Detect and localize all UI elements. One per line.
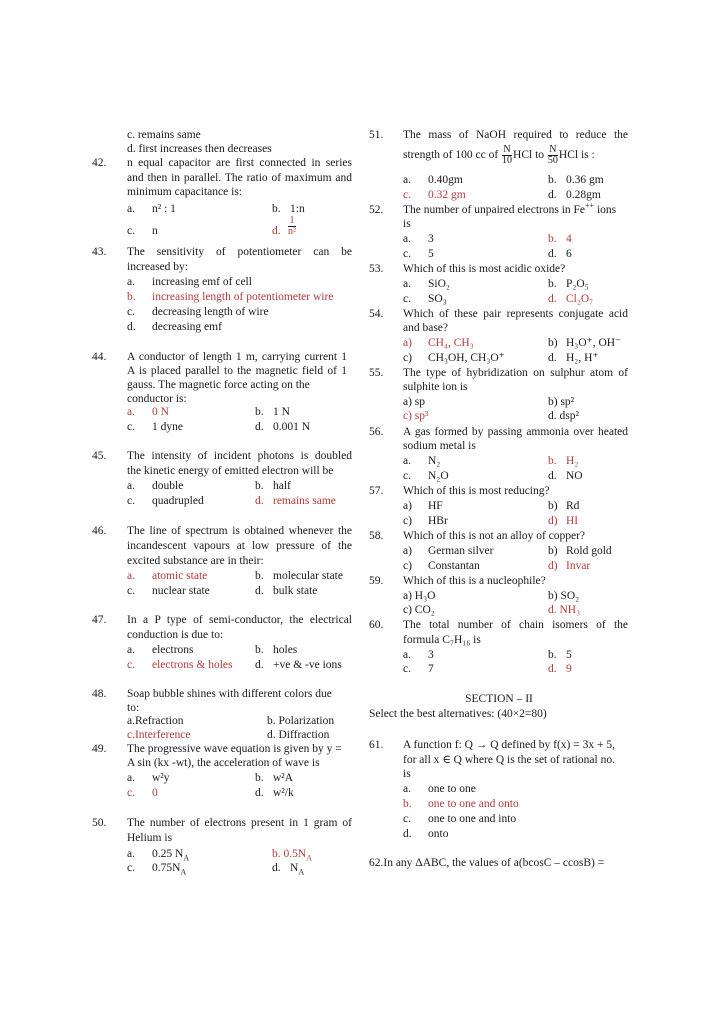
q60-text-line2: formula C₇H₁₆ is <box>403 634 481 646</box>
q52-option-a: 3 <box>428 233 434 245</box>
q53-b-label: b. <box>548 278 557 290</box>
q51-a-label: a. <box>403 174 411 186</box>
q57-b-label: b) <box>548 500 558 512</box>
q46-option-d: bulk state <box>273 585 318 597</box>
q45-option-b: half <box>273 480 291 492</box>
q56-number: 56. <box>369 426 384 438</box>
q43-option-a: increasing emf of cell <box>152 276 252 288</box>
q57-d-label: d) <box>548 515 558 527</box>
q56-d-label: d. <box>548 470 557 482</box>
q60-option-b: 5 <box>566 649 572 661</box>
section-title: SECTION – II <box>465 693 533 705</box>
section-instruction: Select the best alternatives: (40×2=80) <box>369 708 547 720</box>
q46-b-label: b. <box>255 570 264 582</box>
q46-a-label: a. <box>127 570 135 582</box>
q46-option-b: molecular state <box>273 570 343 582</box>
q50-d-label: d. <box>272 862 281 874</box>
q50-text-line2: Helium is <box>127 832 173 844</box>
q53-text-line1: Which of this is most acidic oxide? <box>403 263 566 275</box>
q59-option-d: d. NH₃ <box>548 604 581 616</box>
q45-b-label: b. <box>255 480 264 492</box>
q55-number: 55. <box>369 367 384 379</box>
q58-text-line1: Which of this is not an alloy of copper? <box>403 530 586 542</box>
q48-option-c: c.Interference <box>127 729 191 741</box>
q51-option-b: 0.36 gm <box>566 174 604 186</box>
q53-a-label: a. <box>403 278 411 290</box>
q43-c-label: c. <box>127 306 135 318</box>
q49-c-label: c. <box>127 787 135 799</box>
q58-option-a: German silver <box>428 545 494 557</box>
q50-a-label: a. <box>127 848 135 860</box>
q47-option-c: electrons & holes <box>152 659 233 671</box>
q50-text-line1: The number of electrons present in 1 gram of <box>127 817 352 829</box>
q54-text-line2: and base? <box>403 322 449 334</box>
q43-b-label: b. <box>127 291 136 303</box>
q49-text-line2: A sin (kx -wt), the acceleration of wave is <box>127 757 320 769</box>
q56-option-d: NO <box>566 470 583 482</box>
q42-option-c: n <box>152 225 158 237</box>
q58-number: 58. <box>369 530 384 542</box>
q42-text-line1: n equal capacitor are first connected in series <box>127 157 352 169</box>
q52-option-b: 4 <box>566 233 572 245</box>
q58-b-label: b) <box>548 545 558 557</box>
q52-c-label: c. <box>403 248 411 260</box>
q42-text-line3: minimum capacitance is: <box>127 186 242 198</box>
q53-option-b: P₂O₅ <box>566 278 589 290</box>
q45-option-a: double <box>152 480 184 492</box>
q61-text-line2: for all x ∈ Q where Q is the set of rational no. <box>403 754 615 766</box>
q60-number: 60. <box>369 619 384 631</box>
q50-option-a: 0.25 $N_A$ <box>152 848 190 863</box>
q42-option-b: 1:n <box>290 203 305 215</box>
q49-text-line1: The progressive wave equation is given by y = <box>127 743 342 755</box>
q54-a-label: a) <box>403 337 412 349</box>
q49-option-b: w²A <box>273 772 294 784</box>
q44-a-label: a. <box>127 406 135 418</box>
q45-d-label: d. <box>255 495 264 507</box>
q61-b-label: b. <box>403 798 412 810</box>
q49-option-c: 0 <box>152 787 158 799</box>
q51-d-label: d. <box>548 189 557 201</box>
q52-text-line1: The number of unpaired electrons in Fe++ ions <box>403 201 617 216</box>
q54-number: 54. <box>369 308 384 320</box>
q51-number: 51. <box>369 129 384 141</box>
q56-b-label: b. <box>548 455 557 467</box>
q47-d-label: d. <box>255 659 264 671</box>
q48-text-line2: to: <box>127 702 140 714</box>
q58-option-d: Invar <box>566 560 591 572</box>
q59-option-b: b) SO₂ <box>548 590 580 602</box>
q42-text-line2: and then in parallel. The ratio of maximum and <box>127 172 352 184</box>
q43-option-d: decreasing emf <box>152 321 222 333</box>
q58-c-label: c) <box>403 560 412 572</box>
q44-text-line3: gauss. The magnetic force acting on the <box>127 379 310 391</box>
q53-c-label: c. <box>403 293 411 305</box>
q49-b-label: b. <box>255 772 264 784</box>
q44-option-c: 1 dyne <box>152 421 183 433</box>
q49-option-d: w²/k <box>273 787 294 799</box>
q56-text-line2: sodium metal is <box>403 440 476 452</box>
q60-d-label: d. <box>548 663 557 675</box>
q57-a-label: a) <box>403 500 412 512</box>
q48-option-b: b. Polarization <box>267 715 335 727</box>
q54-d-label: d. <box>548 352 557 364</box>
q47-c-label: c. <box>127 659 135 671</box>
q45-number: 45. <box>92 450 107 462</box>
q47-text-line1: In a P type of semi-conductor, the electrical <box>127 614 352 626</box>
q49-option-a: w²y <box>152 772 170 784</box>
q46-text-line1: The line of spectrum is obtained whenever the <box>127 525 352 537</box>
q51-option-d: 0.28gm <box>566 189 601 201</box>
q54-option-b: H₃O⁺, OH⁻ <box>566 337 622 349</box>
q61-option-d: onto <box>428 828 449 840</box>
q43-text-line1: The sensitivity of potentiometer can be <box>127 246 352 258</box>
q61-c-label: c. <box>403 813 411 825</box>
q46-option-a: atomic state <box>152 570 208 582</box>
q47-a-label: a. <box>127 644 135 656</box>
q47-number: 47. <box>92 614 107 626</box>
q58-option-b: Rold gold <box>566 545 612 557</box>
q54-option-a: CH₄, CH₃ <box>428 337 474 349</box>
fraction-n-10: $\frac{N}{10}$ <box>502 143 513 166</box>
q49-a-label: a. <box>127 772 135 784</box>
q42-number: 42. <box>92 157 107 169</box>
q45-text-line2: the kinetic energy of emitted electron will be <box>127 465 334 477</box>
q44-b-label: b. <box>255 406 264 418</box>
q54-option-c: CH₃OH, CH₃O⁺ <box>428 352 505 364</box>
q43-text-line2: increased by: <box>127 261 188 273</box>
q60-b-label: b. <box>548 649 557 661</box>
q53-number: 53. <box>369 263 384 275</box>
q55-text-line2: sulphite ion is <box>403 381 468 393</box>
q61-a-label: a. <box>403 783 411 795</box>
q46-text-line3: excited substance are in their: <box>127 555 264 567</box>
q44-c-label: c. <box>127 421 135 433</box>
q57-option-d: HI <box>566 515 579 527</box>
q42-b-label: b. <box>272 203 281 215</box>
q59-number: 59. <box>369 575 384 587</box>
q44-option-b: 1 N <box>273 406 290 418</box>
q52-option-d: 6 <box>566 248 572 260</box>
q42-d-label: d. <box>272 225 281 237</box>
q61-text-line3: is <box>403 768 411 780</box>
q54-text-line1: Which of these pair represents conjugate acid <box>403 308 628 320</box>
q45-c-label: c. <box>127 495 135 507</box>
q61-text-line1: A function f: Q → Q defined by f(x) = 3x + 5, <box>403 739 615 751</box>
q60-option-a: 3 <box>428 649 434 661</box>
q55-option-c: c) sp³ <box>403 410 429 422</box>
q59-option-a: a) H₃O <box>403 590 436 602</box>
q44-option-d: 0.001 N <box>273 421 311 433</box>
q55-text-line1: The type of hybridization on sulphur atom of <box>403 367 628 379</box>
q57-option-a: HF <box>428 500 443 512</box>
q48-number: 48. <box>92 688 107 700</box>
q61-option-c: one to one and into <box>428 813 517 825</box>
q48-option-a: a.Refraction <box>127 715 184 727</box>
q44-option-a: 0 N <box>152 406 169 418</box>
q60-a-label: a. <box>403 649 411 661</box>
q58-option-c: Constantan <box>428 560 480 572</box>
q43-option-b: increasing length of potentiometer wire <box>152 291 334 303</box>
q55-option-a: a) sp <box>403 396 426 408</box>
q52-a-label: a. <box>403 233 411 245</box>
q60-text-line1: The total number of chain isomers of the <box>403 619 628 631</box>
q57-c-label: c) <box>403 515 412 527</box>
q44-d-label: d. <box>255 421 264 433</box>
q62-text: 62.In any ΔABC, the values of a(bcosC – ccosB) = <box>369 857 605 869</box>
q58-d-label: d) <box>548 560 558 572</box>
q44-text-line4: conductor is: <box>127 393 187 405</box>
q59-option-c: c) CO₂ <box>403 604 435 616</box>
q46-text-line2: incandescent vapours at low pressure of the <box>127 540 352 552</box>
q51-text-line1: The mass of NaOH required to reduce the <box>403 129 628 141</box>
q57-number: 57. <box>369 485 384 497</box>
q56-a-label: a. <box>403 455 411 467</box>
q61-option-a: one to one <box>428 783 476 795</box>
q61-number: 61. <box>369 739 384 751</box>
q56-text-line1: A gas formed by passing ammonia over heated <box>403 426 628 438</box>
q46-c-label: c. <box>127 585 135 597</box>
q51-text-line2: strength of 100 cc of $\frac{N}{10}$ HCl to $\frac{N}{50}$ HCl is : <box>403 143 595 166</box>
q58-a-label: a) <box>403 545 412 557</box>
q60-option-c: 7 <box>428 663 434 675</box>
q54-c-label: c) <box>403 352 412 364</box>
q43-d-label: d. <box>127 321 136 333</box>
q54-b-label: b) <box>548 337 558 349</box>
q53-d-label: d. <box>548 293 557 305</box>
q45-text-line1: The intensity of incident photons is doubled <box>127 450 352 462</box>
q53-option-c: SO₃ <box>428 293 447 305</box>
q56-option-c: N₂O <box>428 470 449 482</box>
q52-text-line2: is <box>403 218 411 230</box>
q51-c-label: c. <box>403 189 411 201</box>
q45-option-d: remains same <box>273 495 336 507</box>
q53-option-d: Cl₂O₇ <box>566 293 594 305</box>
q52-d-label: d. <box>548 248 557 260</box>
q54-option-d: H₂, H⁺ <box>566 352 599 364</box>
q56-option-b: H₂ <box>566 455 579 467</box>
q46-number: 46. <box>92 525 107 537</box>
q52-option-c: 5 <box>428 248 434 260</box>
fraction-n-50: $\frac{N}{50}$ <box>547 143 558 166</box>
q45-a-label: a. <box>127 480 135 492</box>
q42-option-d: $\frac{1}{\text{n²}}$ <box>288 215 296 237</box>
q50-number: 50. <box>92 817 107 829</box>
q46-d-label: d. <box>255 585 264 597</box>
q46-option-c: nuclear state <box>152 585 210 597</box>
q50-option-d: $N_A$ <box>290 862 305 877</box>
q50-c-label: c. <box>127 862 135 874</box>
q50-option-b: b. $0.5N_A$ <box>272 848 312 863</box>
q57-option-c: HBr <box>428 515 448 527</box>
q45-option-c: quadrupled <box>152 495 204 507</box>
q52-number: 52. <box>369 204 384 216</box>
q41-option-c: c. remains same <box>127 129 201 141</box>
q47-option-a: electrons <box>152 644 194 656</box>
q47-option-d: +ve & -ve ions <box>273 659 342 671</box>
q57-option-b: Rd <box>566 500 580 512</box>
q44-text-line1: A conductor of length 1 m, carrying current 1 <box>127 351 347 363</box>
q49-number: 49. <box>92 743 107 755</box>
q51-option-c: 0.32 gm <box>428 189 466 201</box>
q42-option-a: n² : 1 <box>152 203 176 215</box>
q60-c-label: c. <box>403 663 411 675</box>
q49-d-label: d. <box>255 787 264 799</box>
q61-d-label: d. <box>403 828 412 840</box>
q43-option-c: decreasing length of wire <box>152 306 269 318</box>
q47-b-label: b. <box>255 644 264 656</box>
q60-option-d: 9 <box>566 663 572 675</box>
q47-text-line2: conduction is due to: <box>127 629 224 641</box>
q59-text-line1: Which of this is a nucleophile? <box>403 575 546 587</box>
q52-b-label: b. <box>548 233 557 245</box>
q43-a-label: a. <box>127 276 135 288</box>
q51-option-a: 0.40gm <box>428 174 463 186</box>
q42-a-label: a. <box>127 203 135 215</box>
q41-option-d: d. first increases then decreases <box>127 143 272 155</box>
q51-b-label: b. <box>548 174 557 186</box>
q55-option-d: d. dsp² <box>548 410 579 422</box>
q53-option-a: SiO₂ <box>428 278 450 290</box>
q56-c-label: c. <box>403 470 411 482</box>
q50-option-c: $0.75N_A$ <box>152 862 187 877</box>
q57-text-line1: Which of this is most reducing? <box>403 485 550 497</box>
q44-text-line2: A is placed parallel to the magnetic field of 1 <box>127 365 347 377</box>
q55-option-b: b) sp² <box>548 396 575 408</box>
q43-number: 43. <box>92 246 107 258</box>
q48-option-d: d. Diffraction <box>267 729 330 741</box>
q47-option-b: holes <box>273 644 298 656</box>
q56-option-a: N₂ <box>428 455 441 467</box>
q61-option-b: one to one and onto <box>428 798 519 810</box>
q48-text-line1: Soap bubble shines with different colors due <box>127 688 332 700</box>
q42-c-label: c. <box>127 225 135 237</box>
q44-number: 44. <box>92 351 107 363</box>
